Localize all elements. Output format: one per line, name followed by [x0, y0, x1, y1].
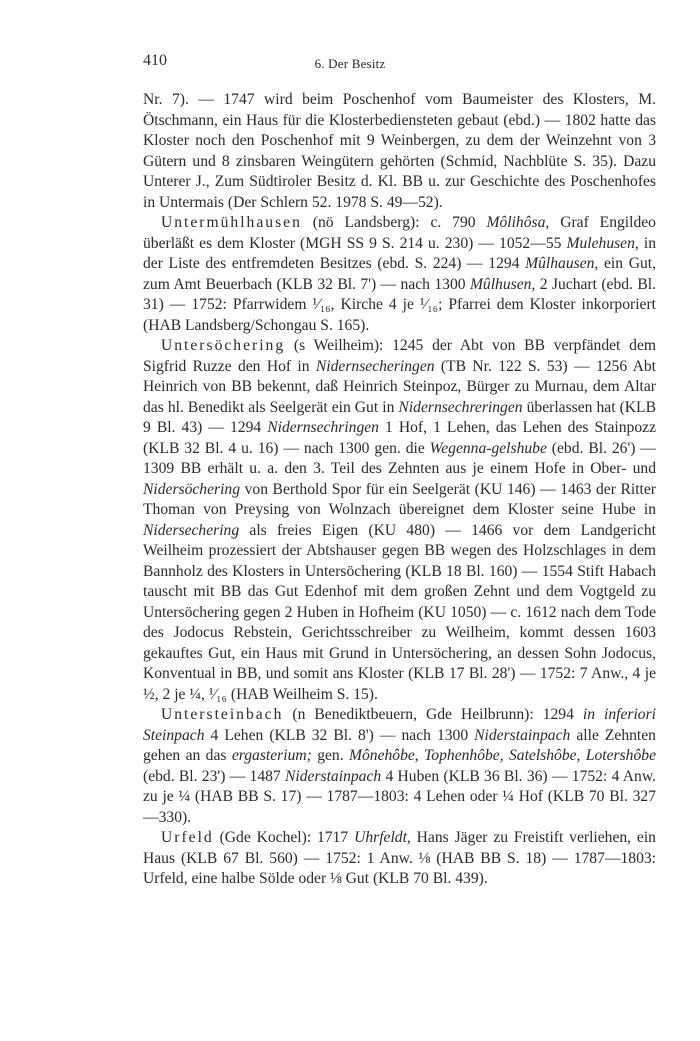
text-run: alle Zehnten gehen an das	[143, 726, 656, 764]
text-run: (n Benediktbeuern, Gde Heilbrunn): 1294	[283, 706, 583, 723]
italic-text: Uhrfeldt,	[354, 829, 411, 846]
italic-text: Niderstainpach	[474, 726, 571, 744]
italic-text: Mûlhusen,	[469, 275, 536, 293]
italic-text: Nidersechering	[143, 521, 240, 539]
italic-text: in inferiori Steinpach	[143, 706, 656, 744]
text-run: (ebd. Bl. 26') — 1309 BB erhält u. a. den 3. Teil des Zehnten aus je einem Hofe in Ober- und	[143, 439, 656, 477]
entry-lemma: Untersteinbach	[161, 706, 284, 723]
text-run: 4 Huben (KLB 36 Bl. 36) — 1752: 4 Anw. zu je ¼ (HAB BB S. 17) — 1787—1803: 4 Lehen oder ¼ Hof (KLB 70 Bl. 327—330).	[143, 767, 656, 826]
text-run: 2 Juchart (ebd. Bl. 31) — 1752: Pfarrwidem ¹⁄₁₆, Kirche 4 je ¹⁄₁₆; Pfarrei dem Kloster inkorporiert (HAB Landsberg/Schongau S. 165).	[143, 275, 656, 334]
text-run: Nr. 7). — 1747 wird beim Poschenhof vom Baumeister des Klosters, M. Ötschmann, ein Haus für die Klosterbediensteten gebaut (ebd.) — 1802 hatte das Kloster noch den Poschenhof mit 9 Weinbergen, zu dem der Weinzehnt von 3 Gütern und 8 zinsbaren Weingütern gehörten (Schmid, Nachblüte S. 35). Dazu Unterer J., Zum Südtiroler Besitz d. Kl. BB u. zur Geschichte des Poschenhofes in Untermais (Der Schlern 52. 1978 S. 49—52).	[143, 91, 656, 211]
italic-text: Mônehôbe, Tophenhôbe, Satelshôbe, Lotershôbe	[348, 747, 656, 764]
text-run: (s Weilheim): 1245 der Abt von BB verpfändet dem Sigfrid Ruzze den Hof in	[143, 337, 656, 375]
paragraph	[143, 336, 656, 705]
text-run: (ebd. Bl. 23') — 1487	[143, 767, 286, 785]
italic-text: Wegenna-gelshube	[429, 439, 547, 457]
page-number: 410	[143, 52, 167, 69]
running-head: 6. Der Besitz	[314, 56, 386, 71]
paragraph	[143, 90, 656, 213]
text-run: (nö Landsberg): c. 790	[301, 214, 487, 231]
italic-text: Nidernsecheringen	[315, 357, 435, 375]
italic-text: Mulehusen,	[566, 234, 639, 252]
text-run: Hans Jäger zu Freistift verliehen, ein Haus (KLB 67 Bl. 560) — 1752: 1 Anw. ⅛ (HAB BB S. 18) — 1787—1803: Urfeld, eine halbe Sölde oder ⅛ Gut (KLB 70 Bl. 439).	[143, 829, 656, 887]
text-run: (Gde Kochel): 1717	[213, 829, 355, 846]
text-run: gen.	[311, 747, 349, 764]
body-text	[143, 90, 656, 890]
italic-text: Nidernsechreringen	[398, 398, 523, 416]
italic-text: Mûlhausen,	[525, 255, 599, 272]
text-run: (TB Nr. 122 S. 53) — 1256 Abt Heinrich von BB bekennt, daß Heinrich Steinpoz, Bürger zu Murnau, dem Altar das hl. Benedikt als Seelgerät ein Gut in	[143, 357, 657, 416]
paragraph	[143, 828, 656, 890]
entry-lemma: Urfeld	[161, 829, 214, 846]
italic-text: Nidersöchering	[143, 480, 241, 498]
italic-text: Môlihôsa,	[486, 214, 550, 231]
paragraph	[143, 213, 656, 336]
text-run: als freies Eigen (KU 480) — 1466 vor dem Landgericht Weilheim prozessiert der Abtshauser gegen BB wegen des Holzschlages in dem Bannholz des Klosters in Untersöchering (KLB 18 Bl. 160) — 1554 Stift Habach tauscht mit BB das Gut Edenhof mit dem großen Zehnt und dem Vogtgeld zu Untersöchering gegen 2 Huben in Hofheim (KU 1050) — c. 1612 nach dem Tode des Jodocus Rebstein, Gerichtsschreiber zu Weilheim, kommt dessen 1603 gekauftes Gut, ein Haus mit Grund in Untersöchering, an dessen Sohn Jodocus, Konventual in BB, und somit ans Kloster (KLB 17 Bl. 28') — 1752: 7 Anw., 4 je ½, 2 je ¼, ¹⁄₁₆ (HAB Weilheim S. 15).	[143, 521, 656, 703]
text-run: 1 Hof, 1 Lehen, das Lehen des Stainpozz (KLB 32 Bl. 4 u. 16) — nach 1300 gen. die	[143, 419, 656, 457]
italic-text: ergasterium;	[231, 747, 312, 764]
text-run: ein Gut, zum Amt Beuerbach (KLB 32 Bl. 7') — nach 1300	[143, 255, 656, 293]
text-run: von Berthold Spor für ein Seelgerät (KU 146) — 1463 der Ritter Thoman von Preysing von Wolnzach übereignet dem Kloster seine Hube in	[143, 480, 656, 518]
entry-lemma: Untersöchering	[161, 337, 286, 354]
text-run: in der Liste des entfremdeten Besitzes (ebd. S. 224) — 1294	[143, 234, 656, 272]
text-run: 4 Lehen (KLB 32 Bl. 8') — nach 1300	[204, 726, 475, 744]
italic-text: Nidernsechringen	[267, 419, 379, 436]
italic-text: Niderstainpach	[285, 767, 382, 785]
entry-lemma: Untermühlhausen	[161, 214, 302, 231]
paragraph	[143, 705, 656, 828]
text-run: überlassen hat (KLB 9 Bl. 43) — 1294	[143, 398, 656, 436]
text-run: Graf Engildeo überläßt es dem Kloster (MGH SS 9 S. 214 u. 230) — 1052—55	[143, 214, 656, 252]
